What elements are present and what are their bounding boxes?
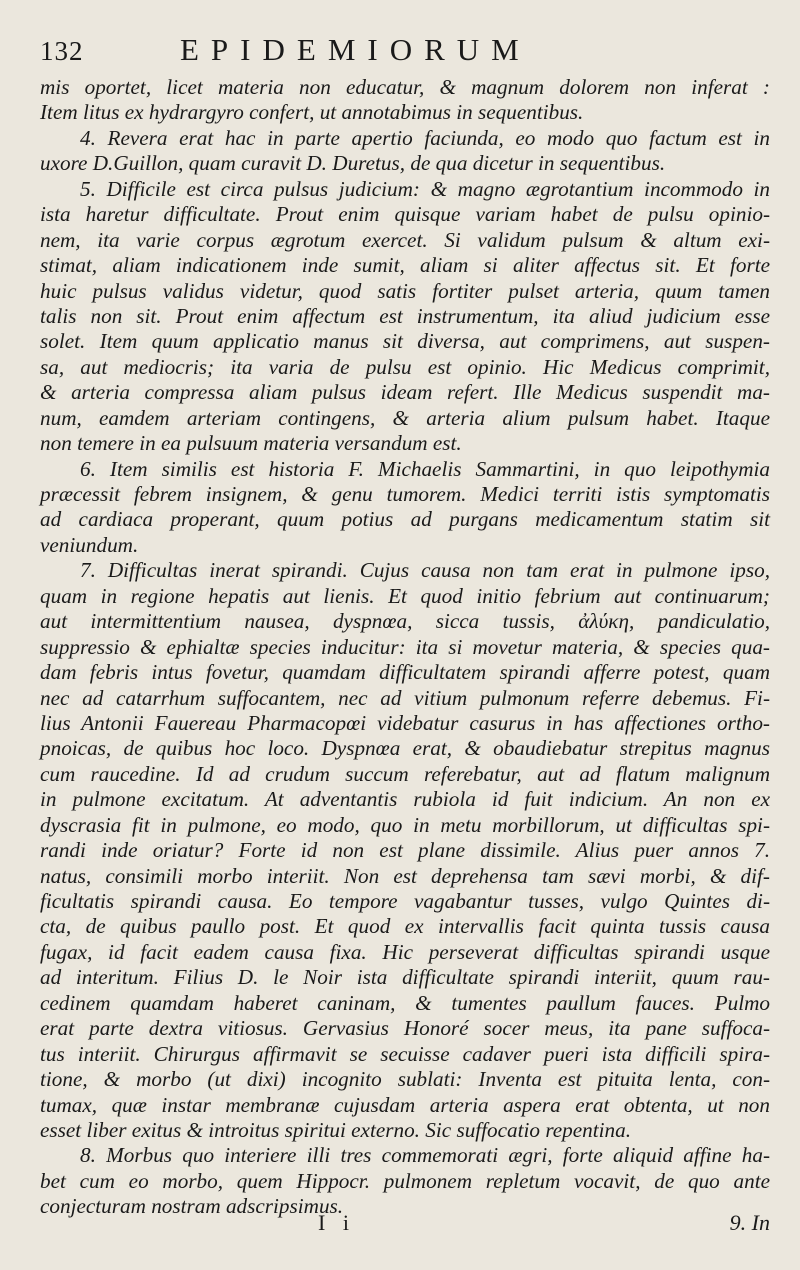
text-line: erat parte dextra vitiosus. Gervasius Honoré socer meus, ita pane suffoca- — [40, 1016, 770, 1041]
text-line: stimat, aliam indicationem inde sumit, aliam si aliter affectus sit. Et forte — [40, 253, 770, 278]
text-line: mis oportet, licet materia non educatur, & magnum dolorem non inferat : — [40, 75, 770, 99]
text-line: dam febris intus fovetur, quamdam difficultatem spirandi afferre potest, quam — [40, 660, 770, 685]
text-line: 5. Difficile est circa pulsus judicium: & magno ægrotantium incommodo in — [80, 176, 770, 201]
text-line: in pulmone excitatum. At adventantis rubiola id fuit indicium. An non ex — [40, 787, 770, 812]
text-line: aut intermittentium nausea, dyspnœa, sicca tussis, ἀλύκη, pandiculatio, — [40, 609, 770, 634]
text-line: num, eamdem arteriam contingens, & arteria alium pulsum habet. Itaque — [40, 405, 770, 430]
text-line: suppressio & ephialtæ species inducitur: ita si movetur materia, & species qua- — [40, 634, 770, 659]
text-line: 4. Revera erat hac in parte apertio faciunda, eo modo quo factum est in — [80, 125, 770, 150]
text-line: cta, de quibus paullo post. Et quod ex intervallis facit quinta tussis causa — [40, 914, 770, 939]
text-line: ista haretur difficultate. Prout enim quisque variam habet de pulsu opinio- — [40, 202, 770, 227]
text-line: dyscrasia fit in pulmone, eo modo, quo in metu morbillorum, ut difficultas spi- — [40, 812, 770, 837]
page-footer — [40, 1210, 770, 1250]
text-line: 8. Morbus quo interiere illi tres commemorati ægri, forte aliquid affine ha- — [80, 1143, 770, 1168]
text-line: talis non sit. Prout enim affectum est instrumentum, ita aliud judicium esse — [40, 303, 770, 328]
text-line: pnoicas, de quibus hoc loco. Dyspnœa erat, & obaudiebatur strepitus magnus — [40, 736, 770, 761]
text-line: ficultatis spirandi causa. Eo tempore vagabantur tusses, vulgo Quintes di- — [40, 889, 770, 913]
text-line: bet cum eo morbo, quem Hippocr. pulmonem repletum vocavit, de quo ante — [40, 1168, 770, 1193]
text-line: cum raucedine. Id ad crudum succum referebatur, aut ad flatum malignum — [40, 761, 770, 786]
text-line: ad cardiaca properant, quum potius ad purgans medicamentum statim sit — [40, 507, 770, 532]
text-line: ad interitum. Filius D. le Noir ista difficultate spirandi interiit, quum rau- — [40, 965, 770, 990]
text-line: tione, & morbo (ut dixi) incognito sublati: Inventa est pituita lenta, con- — [40, 1067, 770, 1092]
text-line: tumax, quæ instar membranæ cujusdam arteria aspera erat obtenta, ut non — [40, 1092, 770, 1117]
text-line: cedinem quamdam haberet caninam, & tumentes paullum fauces. Pulmo — [40, 990, 770, 1015]
page-number: 132 — [40, 36, 84, 66]
text-line: nem, ita varie corpus ægrotum exercet. Si validum pulsum & altum exi- — [40, 227, 770, 252]
text-line: 7. Difficultas inerat spirandi. Cujus causa non tam erat in pulmone ipso, — [80, 558, 770, 583]
text-line: lius Antonii Fauereau Pharmacopœi videbatur casurus in has affectiones ortho- — [40, 710, 770, 735]
signature-mark: I i — [318, 1210, 355, 1235]
text-line: randi inde oriatur? Forte id non est plane dissimile. Alius puer annos 7. — [40, 838, 770, 863]
text-line: sa, aut mediocris; ita varia de pulsu est opinio. Hic Medicus comprimit, — [40, 354, 770, 379]
body-text — [40, 75, 770, 1220]
text-line: huic pulsus validus videtur, quod satis fortiter pulset arteria, quum tamen — [40, 278, 770, 303]
text-line: non temere in ea pulsuum materia versandum est. — [40, 431, 462, 456]
running-title: EPIDEMIORUM — [180, 32, 531, 67]
page-header — [40, 28, 770, 68]
text-line: veniundum. — [40, 532, 139, 557]
text-line: 6. Item similis est historia F. Michaelis Sammartini, in quo leipothymia — [80, 456, 770, 481]
text-line: esset liber exitus & introitus spiritui externo. Sic suffocatio repentina. — [40, 1117, 632, 1142]
text-line: uxore D.Guillon, quam curavit D. Duretus, de qua dicetur in sequentibus. — [40, 151, 666, 176]
catchword: 9. In — [729, 1210, 770, 1235]
text-line: natus, consimili morbo interiit. Non est deprehensa tam sævi morbi, & dif- — [40, 863, 770, 888]
text-line: Item litus ex hydrargyro confert, ut annotabimus in sequentibus. — [40, 100, 584, 125]
text-line: nec ad catarrhum suffocantem, nec ad vitium pulmonum referre debemus. Fi- — [40, 685, 770, 710]
text-line: fugax, id facit eadem causa fixa. Hic perseverat difficultas spirandi usque — [40, 939, 770, 964]
text-line: solet. Item quum applicatio manus sit diversa, aut comprimens, aut suspen- — [40, 329, 770, 354]
text-line: quam in regione hepatis aut lienis. Et quod initio febrium aut continuarum; — [40, 583, 770, 608]
text-line: & arteria compressa aliam pulsus ideam refert. Ille Medicus suspendit ma- — [40, 380, 770, 405]
text-line: conjecturam nostram adscripsimus. — [40, 1194, 344, 1219]
text-line: tus interiit. Chirurgus affirmavit se secuisse cadaver pueri ista difficili spira- — [40, 1041, 770, 1066]
text-line: præcessit febrem insignem, & genu tumorem. Medici territi istis symptomatis — [40, 482, 770, 506]
